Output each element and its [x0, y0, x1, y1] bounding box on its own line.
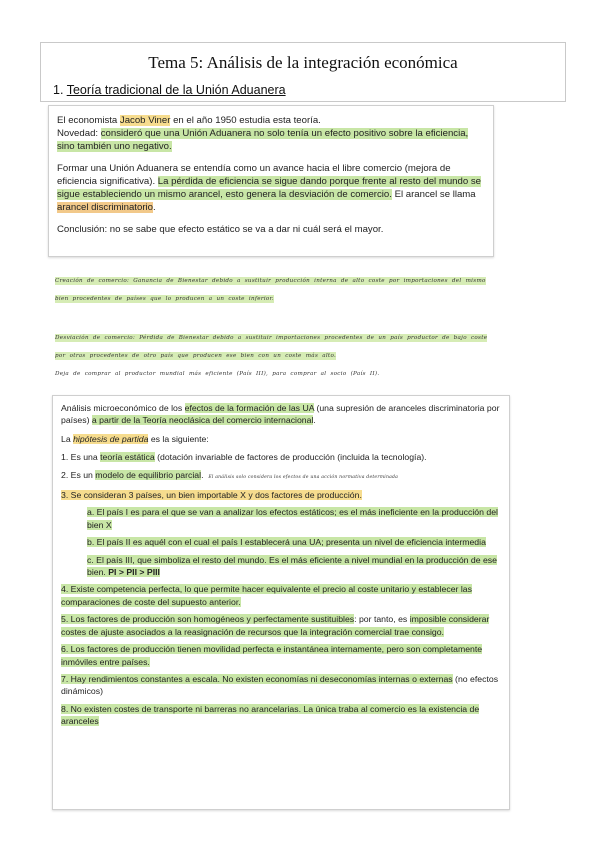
viner-paragraph: El economista Jacob Viner en el año 1950 estudia esta teoría. Novedad: consideró que una Unión Aduanera no solo tenía un efecto positivo sobre la eficiencia, sino también uno negativo. — [57, 115, 469, 152]
handwritten-line-5: Deja de comprar al productor mundial más eficiente (País III), para comprar al socio (País II). — [55, 371, 380, 377]
hypothesis-item-1: 1. Es una teoría estática (dotación invariable de factores de producción (incluida la tecnología). — [61, 452, 427, 463]
hypothesis-item-3b: b. El país II es aquél con el cual el país I establecerá una UA; presenta un nivel de eficiencia intermedia — [87, 537, 486, 548]
handwritten-line-4: por otras procedentes de otro país que producen ese bien con un coste más alto. — [55, 353, 337, 359]
hypothesis-item-3: 3. Se consideran 3 países, un bien importable X y dos factores de producción. — [61, 490, 362, 501]
viner-name: Jacob Viner — [119, 115, 171, 126]
handwritten-line-3: Desviación de comercio: Pérdida de Bienestar debido a sustituir importaciones procedentes de un país productor de bajo coste — [55, 335, 488, 341]
hypothesis-item-8: 8. No existen costes de transporte ni barreras no arancelarias. La única traba al comercio es la existencia de aranceles — [61, 703, 480, 727]
hypothesis-item-2: 2. Es un modelo de equilibrio parcial. El análisis solo considera los efectos de una acción normativa determinada — [61, 469, 399, 480]
title-card — [40, 42, 566, 102]
section-heading — [53, 83, 286, 97]
handwritten-note: El análisis solo considera los efectos de una acción normativa determinada — [208, 474, 399, 480]
hypothesis-heading: La hipótesis de partida es la siguiente: — [61, 433, 209, 444]
analysis-intro: Análisis microeconómico de los efectos de la formación de las UA (una supresión de aranceles discriminatoria por países) a partir de la Teoría neoclásica del comercio internacional. — [61, 403, 500, 426]
hypothesis-item-5: 5. Los factores de producción son homogéneos y perfectamente sustituibles: por tanto, es imposible considerar costes de ajuste asociados a la reasignación de recursos que la integración comercial trae consigo. — [61, 614, 490, 637]
hypothesis-item-7: 7. Hay rendimientos constantes a escala. No existen economías ni deseconomías internas o externas (no efectos dinámicos) — [61, 673, 499, 697]
hypothesis-item-4: 4. Existe competencia perfecta, lo que permite hacer equivalente el precio al coste unitario y establecer las comparaciones de coste del supuesto anterior. — [61, 584, 472, 607]
hypothesis-item-3c: c. El país III, que simboliza el resto del mundo. Es el más eficiente a nivel mundial en la producción de ese bien. PI > PII > PIII — [87, 554, 497, 578]
page-title: Tema 5: Análisis de la integración económica — [148, 53, 458, 72]
hypothesis-item-6: 6. Los factores de producción tienen movilidad perfecta e instantánea internamente, pero son completamente inmóviles entre países. — [61, 644, 483, 667]
conclusion-paragraph: Conclusión: no se sabe que efecto estático se va a dar ni cuál será el mayor. — [57, 224, 384, 235]
section-title: Teoría tradicional de la Unión Aduanera — [66, 83, 286, 97]
handwritten-line-2: bien procedentes de países que lo producen a un coste inferior. — [55, 296, 275, 302]
section-number: 1. — [53, 83, 64, 97]
union-paragraph: Formar una Unión Aduanera se entendía como un avance hacia el libre comercio (mejora de eficiencia significativa). La pérdida de eficiencia se sigue dando porque frente al resto del mundo se sigue estableciendo un mismo arancel, esto genera la desviación de comercio. El arancel se llama arancel discriminatorio. — [57, 163, 481, 213]
hypothesis-item-3a: a. El país I es para el que se van a analizar los efectos estáticos; es el más ineficiente en la producción del bien X — [87, 507, 498, 530]
intro-box — [48, 105, 494, 257]
handwritten-line-1: Creación de comercio: Ganancia de Bienestar debido a sustituir producción interna de alto coste por importaciones del mismo — [55, 278, 486, 284]
hypothesis-box — [52, 395, 510, 810]
